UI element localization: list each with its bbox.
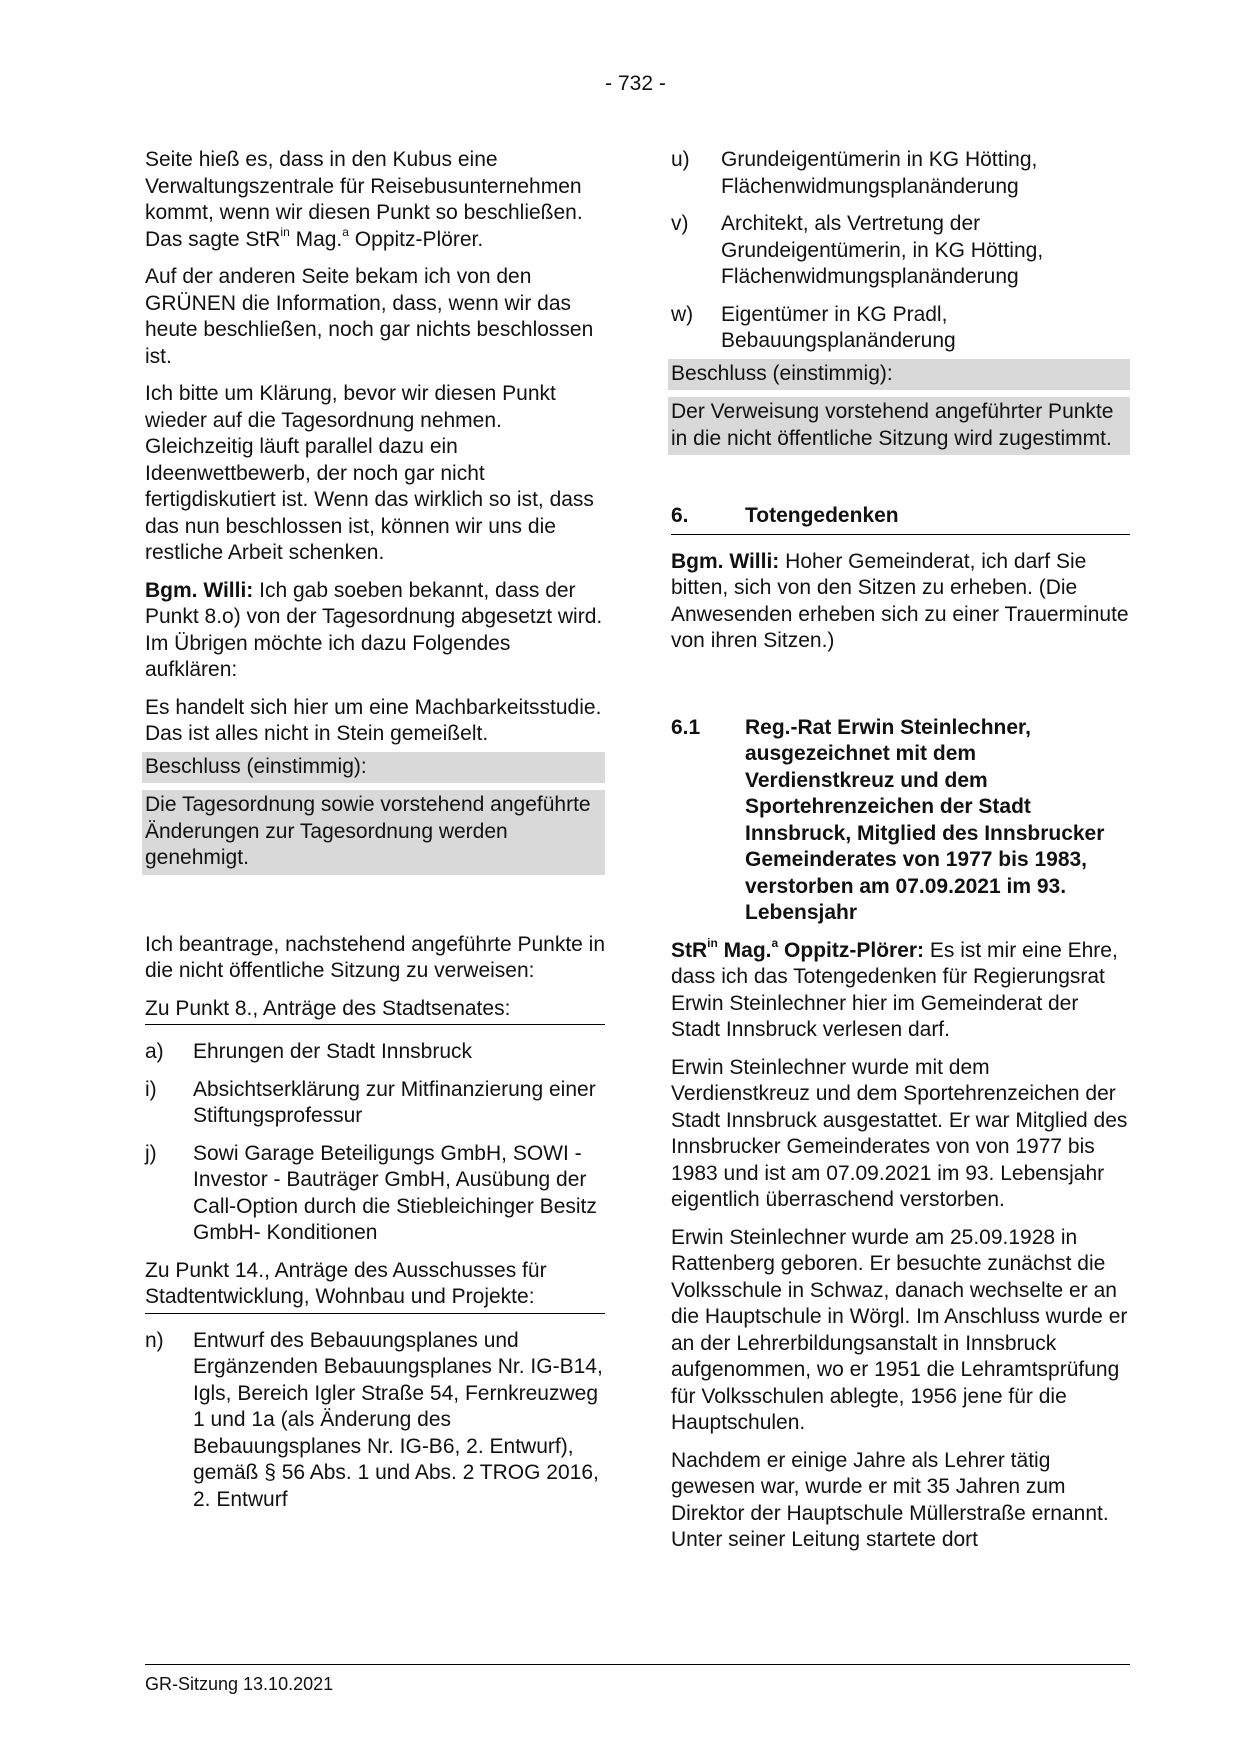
resolution-box [671, 359, 1130, 456]
item-list [145, 1328, 605, 1514]
paragraph: StR$^{in}$ Mag.$^a$ Oppitz-Plörer: Es ist mir eine Ehre, dass ich das Totengedenken für Regierungsrat Erwin Steinlechner hier im Gemeinderat der Stadt Innsbruck verlesen darf. [671, 935, 1118, 1041]
resolution-text: Der Verweisung vorstehend angeführter Punkte in die nicht öffentliche Sitzung wird zugestimmt. [668, 397, 1130, 455]
list-item: u) Grundeigentümerin in KG Hötting, Flächenwidmungsplanänderung [671, 148, 1038, 198]
paragraph: Auf der anderen Seite bekam ich von den GRÜNEN die Information, dass, wenn wir das heute beschließen, noch gar nichts beschlossen ist. [145, 265, 594, 368]
right-column [671, 147, 1130, 1565]
list-item: v) Architekt, als Vertretung der Grundeigentümerin, in KG Hötting, Flächenwidmungsplanänderung [671, 212, 1044, 288]
paragraph: Ich bitte um Klärung, bevor wir diesen Punkt wieder auf die Tagesordnung nehmen. Gleichzeitig läuft parallel dazu ein Ideenwettbewerb, der noch gar nicht fertigdiskutiert ist. Wenn das wirklich so ist, dass das nun beschlossen ist, können wir uns die restliche Arbeit schenken. [145, 382, 594, 564]
paragraph: Erwin Steinlechner wurde am 25.09.1928 in Rattenberg geboren. Er besuchte zunächst die Volksschule in Schwaz, danach wechselte er an die Hauptschule in Wörgl. Im Anschluss wurde er an der Lehrerbildungsanstalt in Innsbruck aufgenommen, wo er 1951 die Lehramtsprüfung für Volksschulen ablegte, 1956 jene für die Hauptschulen. [671, 1225, 1128, 1434]
paragraph: Seite hieß es, dass in den Kubus eine Verwaltungszentrale für Reisebusunternehmen kommt, wenn wir diesen Punkt so beschließen. Das sagte StR$^{in}$ Mag.$^a$ Oppitz-Plörer. [145, 148, 583, 251]
list-item: i) Absichtserklärung zur Mitfinanzierung einer Stiftungsprofessur [145, 1077, 596, 1127]
resolution-text: Die Tagesordnung sowie vorstehend angeführte Änderungen zur Tagesordnung werden genehmigt. [142, 790, 605, 875]
left-column [145, 147, 605, 1524]
list-item: n) Entwurf des Bebauungsplanes und Ergänzenden Bebauungsplanes Nr. IG-B14, Igls, Bereich Igler Straße 54, Fernkreuzweg 1 und 1a (als Änderung des Bebauungsplanes Nr. IG-B6, 2. Entwurf), gemäß § 56 Abs. 1 und Abs. 2 TROG 2016, 2. Entwurf [145, 1328, 603, 1511]
resolution-label: Beschluss (einstimmig): [668, 359, 1130, 391]
list-item: a) Ehrungen der Stadt Innsbruck [145, 1040, 473, 1063]
paragraph: Nachdem er einige Jahre als Lehrer tätig gewesen war, wurde er mit 35 Jahren zum Direktor der Hauptschule Müllerstraße ernannt. Unter seiner Leitung startete dort [671, 1448, 1109, 1551]
speaker-name: Bgm. Willi: [145, 578, 254, 602]
paragraph: Ich beantrage, nachstehend angeführte Punkte in die nicht öffentliche Sitzung zu verweisen: [145, 932, 606, 982]
subsection-heading: 6.1 Reg.-Rat Erwin Steinlechner, ausgezeichnet mit dem Verdienstkreuz und dem Sportehrenzeichen der Stadt Innsbruck, Mitglied des Innsbrucker Gemeinderates von 1977 bis 1983, verstorben am 07.09.2021 im 93. Lebensjahr [671, 715, 1105, 924]
section-title: Zu Punkt 8., Anträge des Stadtsenates: [145, 996, 605, 1026]
list-item: w) Eigentümer in KG Pradl, Bebauungsplanänderung [671, 302, 956, 352]
speaker-name: Bgm. Willi: [671, 549, 780, 573]
item-list [671, 147, 1130, 355]
paragraph: Es handelt sich hier um eine Machbarkeitsstudie. Das ist alles nicht in Stein gemeißelt. [145, 695, 602, 745]
item-list [145, 1039, 605, 1247]
paragraph: Bgm. Willi: Ich gab soeben bekannt, dass der Punkt 8.o) von der Tagesordnung abgesetzt wird. Im Übrigen möchte ich dazu Folgendes aufklären: [145, 578, 603, 681]
section-heading: 6. Totengedenken [671, 503, 1130, 535]
paragraph: Bgm. Willi: Hoher Gemeinderat, ich darf Sie bitten, sich von den Sitzen zu erheben. (Die Anwesenden erheben sich zu einer Trauerminute von ihren Sitzen.) [671, 549, 1129, 652]
page-number: - 732 - [605, 72, 666, 95]
resolution-label: Beschluss (einstimmig): [142, 752, 605, 784]
paragraph: Erwin Steinlechner wurde mit dem Verdienstkreuz und dem Sportehrenzeichen der Stadt Innsbruck ausgestattet. Er war Mitglied des Innsbrucker Gemeinderates von von 1977 bis 1983 und ist am 07.09.2021 im 93. Lebensjahr eigentlich überraschend verstorben. [671, 1055, 1128, 1211]
resolution-box [145, 752, 605, 875]
section-title: Zu Punkt 14., Anträge des Ausschusses für Stadtentwicklung, Wohnbau und Projekte: [145, 1258, 605, 1314]
footer: GR-Sitzung 13.10.2021 [145, 1664, 1130, 1695]
speaker-name: StR$^{in}$ Mag.$^a$ Oppitz-Plörer: [671, 935, 925, 962]
list-item: j) Sowi Garage Beteiligungs GmbH, SOWI - Investor - Bauträger GmbH, Ausübung der Call-Option durch die Stiebleichinger Besitz GmbH- Konditionen [145, 1141, 597, 1244]
